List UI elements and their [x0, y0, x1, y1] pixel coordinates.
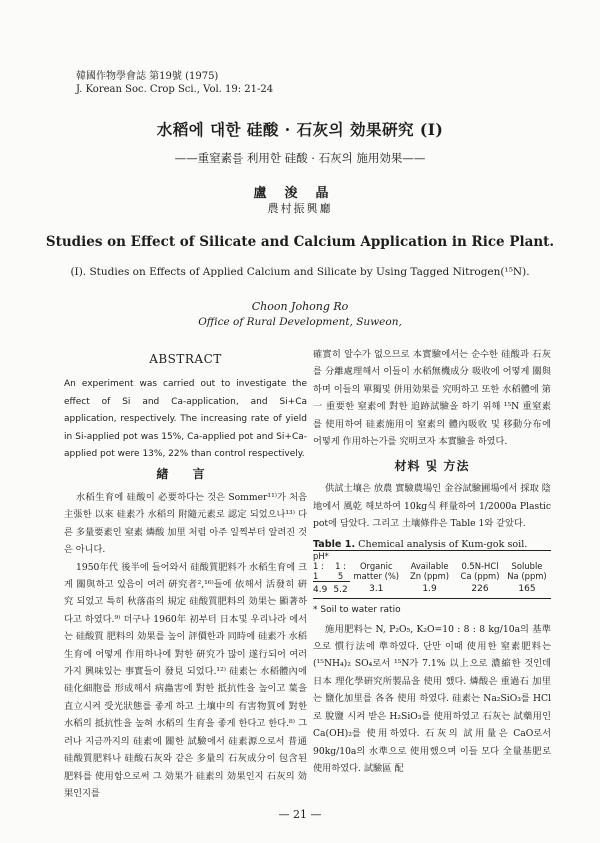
table-header-zn: Available Zn (ppm) [402, 550, 457, 581]
table-1 [313, 539, 551, 615]
table-cell: 165 [503, 581, 551, 598]
page-number: — 21 — [278, 808, 322, 821]
author-name-en: Choon Johong Ro [251, 300, 349, 313]
author-name-kr: 盧浚晶 [253, 186, 347, 201]
table-1-caption: Chemical analysis of Kum-gok soil. [358, 538, 528, 550]
author-affiliation-kr: 農村振興廳 [267, 202, 333, 215]
methods-heading: 材料 및 方法 [394, 459, 470, 474]
journal-header-en: J. Korean Soc. Crop Sci., Vol. 19: 21-24 [76, 84, 274, 95]
table-1-grid [313, 550, 551, 599]
table-header-row [313, 550, 551, 561]
table-cell: 3.1 [350, 581, 402, 598]
paper-title-en: Studies on Effect of Silicate and Calcium Application in Rice Plant. [45, 234, 555, 250]
methods-text-1 [313, 480, 551, 532]
methods-paragraph-1: 供試土壤은 放農 實驗農場인 金谷試驗圃場에서 採取 陰地에서 風乾 해보하여 10kg식 秤量하여 1/2000a Plastic pot에 담았다. 그리고 土壤條件은 Table 1와 같았다. [313, 483, 551, 530]
table-cell: 226 [457, 581, 503, 598]
table-cell: 4.9 [313, 581, 331, 598]
journal-header [76, 70, 273, 96]
abstract-text [64, 376, 307, 464]
intro-paragraph-continued: 確實히 알수가 없으므로 本實驗에서는 순수한 硅酸과 石灰를 分離處理해서 이들이 水稻無機成分 吸收에 어떻게 關與하며 이들의 單獨및 併用効果를 究明하고 또한 水稻體에 第一 重要한 窒素에 對한 追跡試驗을 하기 위해 ¹⁵N 重窒素를 使用하여 硅素施用이 窒素의 體內吸收 및 移動分布에 어떻게 作用하는가를 究明코자 本實驗을 하였다. [313, 349, 551, 448]
journal-header-kr: 韓國作物學會誌 第19號 (1975) [76, 71, 219, 82]
intro-section [64, 465, 307, 802]
table-1-title [313, 539, 551, 550]
methods-text-2 [313, 621, 551, 778]
table-cell: 5.2 [331, 581, 351, 598]
author-affiliation-en: Office of Rural Development, Suweon, [198, 316, 402, 328]
paper-title-kr: 水稻에 대한 硅酸 · 石灰의 効果硏究 (Ⅰ) [156, 120, 444, 139]
intro-heading: 緖 言 [156, 467, 215, 481]
intro-text [64, 489, 307, 802]
table-row [313, 581, 551, 598]
methods-paragraph-2: 施用肥料는 N, P₂O₅, K₂O=10 : 8 : 8 kg/10a의 基準으로 慣行法에 準하였다. 단만 이때 使用한 窒素肥料는 (¹⁵NH₄)₂ SO₄로서 ¹⁵N가 7.1% 以上으로 濃縮한 것인데 日本 理化學硏究所製品을 使用 했다. 燐酸은 重過石 加里는 鹽化加里를 各各 使用 하였다. 硅素는 Na₂SiO₃를 HCl로 脫鹽 시켜 받은 H₂SiO₃를 使用하였고 石灰는 試藥用인 Ca(OH)₂를 使用하였다. 石灰의 試用量은 CaO로서 90kg/10a의 水準으로 使用했으며 이들 모다 全量基肥로 使用하였다. 試驗區 配 [313, 623, 551, 774]
abstract-section [64, 352, 307, 464]
table-header-na: Soluble Na (ppm) [503, 550, 551, 581]
intro-continued [313, 346, 551, 450]
paper-subtitle-kr: ——重窒素를 利用한 硅酸 · 石灰의 施用効果—— [174, 151, 426, 165]
abstract-heading: ABSTRACT [149, 352, 222, 366]
table-header-ca: 0.5N-HCl Ca (ppm) [457, 550, 503, 581]
paper-subtitle-en: (I). Studies on Effects of Applied Calcium and Silicate by Using Tagged Nitrogen(¹⁵N). [70, 266, 530, 278]
table-ratio-2: 1 : 5 [331, 561, 351, 582]
right-column [313, 346, 551, 777]
intro-paragraph-2: 1950年代 後半에 들어와서 硅酸質肥料가 水稻生育에 크게 關與하고 있음이 여러 硏究者²,¹⁶⁾들에 依해서 活發히 硏究 되었고 특히 秋落畓의 規定 硅酸質肥料의 効果는 顯著하다고 하였다.⁹⁾ 더구나 1960年 初부터 日本및 우리나라 에서는 硅酸質 肥料의 効果를 높이 評價한과 同時에 硅素가 水稻生育에 어떻게 作用하나에 對한 硏究가 많이 遂行되어 여러가지 興味있는 事實들이 發見 되었다.¹²⁾ 硅素는 水稻體內에 硅化細胞를 形成해서 病蟲害에 對한 抵抗性을 높이고 葉을 直立시켜 受光狀態를 좋게 하고 土壤中의 有害物質에 對한 水稻의 抵抗性을 높혀 水稻의 生育을 좋게 한다고 한다.⁸⁾ 그러나 지금까지의 硅素에 關한 試驗에서 硅素源으로서 普通 硅酸質肥料나 硅酸石灰와 같은 多量의 石灰成分이 包含된 肥料를 使用함으로써 그 効果가 硅素의 効果인지 石灰의 効果인지를 [64, 561, 307, 799]
table-header-organic: Organic matter (%) [350, 550, 402, 581]
abstract-paragraph: An experiment was carried out to investigate the effect of Si and Ca-application, and Si+Ca application, respectively. The increasing rate of yield in Si-applied pot was 15%, Ca-applied pot and Si+Ca-applied pot were 13%, 22% than control respectively. [64, 379, 307, 460]
table-cell: 1.9 [402, 581, 457, 598]
table-ratio-1: 1 : 1 [313, 561, 331, 582]
table-1-label: Table 1. [313, 538, 356, 550]
table-1-footnote: * Soil to water ratio [313, 604, 401, 615]
table-header-ph: pH* [313, 550, 350, 561]
intro-paragraph-1: 水稻生育에 硅酸이 必要하다는 것은 Sommer¹¹⁾가 처음 主張한 以來 硅素가 水稻의 附隨元素로 認定 되었으나¹³⁾ 다른 多量要素인 窒素 燐酸 加里 처럼 아주 일찍부터 알려진 것은 아니다. [64, 492, 307, 556]
